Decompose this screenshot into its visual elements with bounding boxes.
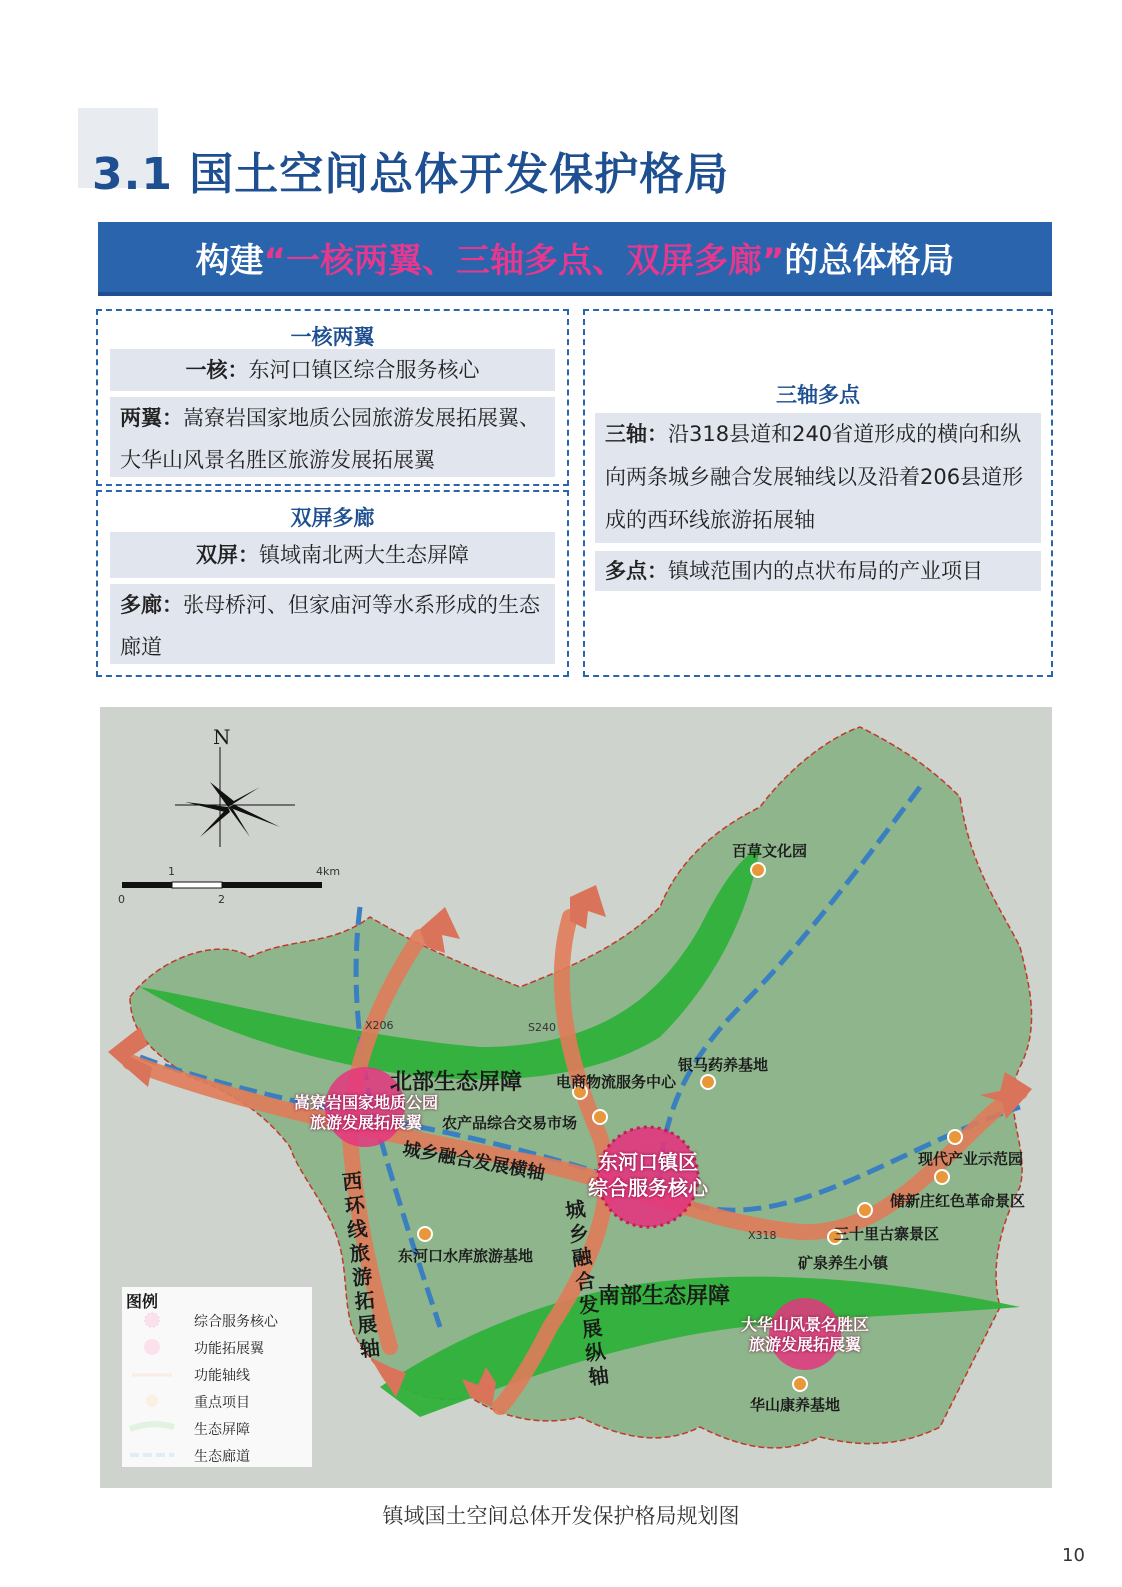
legend-item-axis: 功能轴线: [194, 1368, 250, 1384]
east-wing-label-line2: 旅游发展拓展翼: [748, 1335, 861, 1354]
axes-row-key: 三轴：: [605, 422, 668, 446]
legend-item-barrier: 生态屏障: [194, 1422, 250, 1438]
project-dot-6: [935, 1170, 949, 1184]
legend-item-core: 综合服务核心: [194, 1314, 278, 1330]
project-dot-5: [948, 1130, 962, 1144]
core-label: [588, 1149, 708, 1201]
west-axis-label: 西环线旅游拓展轴: [341, 1168, 381, 1362]
scale-bar: [122, 882, 322, 888]
vertical-axis-label: 城乡融合发展纵轴: [563, 1196, 611, 1390]
summary-banner: [98, 222, 1052, 296]
project-dot-10: [793, 1377, 807, 1391]
screens-row-key: 双屏：: [196, 543, 259, 567]
project-dot-2: [701, 1075, 715, 1089]
project-label-6: 储新庄红色革命景区: [890, 1192, 1026, 1210]
scale-tick-2: 2: [218, 893, 225, 906]
project-label-3: 电商物流服务中心: [556, 1073, 677, 1091]
north-arrow-compass: [175, 747, 295, 847]
project-dot-9: [418, 1227, 432, 1241]
corridors-row-text: 张母桥河、但家庙河等水系形成的生态廊道: [120, 593, 540, 659]
legend-item-wing: 功能拓展翼: [194, 1341, 264, 1357]
banner-prefix: 构建: [195, 240, 264, 281]
points-row-text: 镇域范围内的点状布局的产业项目: [668, 559, 983, 583]
screens-row: [110, 532, 555, 578]
project-dot-7: [858, 1203, 872, 1217]
axes-points-title: 三轴多点: [776, 383, 860, 407]
wings-row-key: 两翼：: [120, 406, 183, 430]
road-x206-label: X206: [365, 1019, 394, 1032]
core-row: [110, 349, 555, 391]
east-wing-label-line1: 大华山风景名胜区: [740, 1315, 869, 1334]
project-label-1: 百草文化园: [732, 842, 808, 860]
project-label-9: 东河口水库旅游基地: [398, 1247, 534, 1265]
south-barrier-label: 南部生态屏障: [598, 1284, 731, 1309]
project-label-4: 农产品综合交易市场: [442, 1114, 578, 1132]
legend-item-project: 重点项目: [194, 1395, 250, 1411]
arrow-north-west: [420, 907, 460, 953]
section-title-block: [78, 108, 1078, 198]
arrow-north: [570, 885, 606, 929]
project-label-7: 三十里古寨景区: [834, 1225, 940, 1243]
west-wing-label: [286, 1093, 446, 1133]
planning-map: [100, 707, 1052, 1488]
screens-corridors-title: 双屏多廊: [290, 506, 375, 530]
project-label-10: 华山康养基地: [750, 1396, 841, 1414]
road-x318-label: X318: [748, 1229, 777, 1242]
corridors-row-key: 多廊：: [120, 593, 183, 617]
legend-title: 图例: [126, 1292, 159, 1311]
wings-row-text: 嵩寮岩国家地质公园旅游发展拓展翼、大华山风景名胜区旅游发展拓展翼: [120, 406, 540, 472]
west-wing-label-line2: 旅游发展拓展翼: [309, 1113, 422, 1132]
project-dot-1: [751, 863, 765, 877]
core-wings-title: 一核两翼: [290, 325, 375, 349]
project-label-2: 银马药养基地: [678, 1056, 769, 1074]
core-wings-box: [96, 309, 569, 486]
scale-tick-4: 4km: [316, 865, 341, 878]
north-barrier-label: 北部生态屏障: [390, 1070, 523, 1095]
page-number: 10: [1062, 1545, 1085, 1566]
west-wing-label-line1: 嵩寮岩国家地质公园: [293, 1093, 438, 1112]
project-dot-4: [593, 1110, 607, 1124]
horizontal-axis-label: 城乡融合发展横轴: [401, 1138, 547, 1185]
screens-row-text: 镇域南北两大生态屏障: [259, 543, 469, 567]
points-row-key: 多点：: [605, 559, 668, 583]
axes-row: [595, 413, 1041, 543]
points-row: [595, 551, 1041, 591]
wings-row: [110, 397, 555, 477]
banner-suffix: 的总体格局: [784, 240, 955, 281]
scale-tick-0: 0: [118, 893, 125, 906]
banner-highlight: “一核两翼、三轴多点、双屏多廊”: [263, 240, 785, 281]
screens-corridors-box: [96, 490, 569, 677]
project-label-5: 现代产业示范园: [918, 1150, 1024, 1168]
map-caption: 镇域国土空间总体开发保护格局规划图: [382, 1504, 740, 1528]
corridors-row: [110, 584, 555, 664]
core-label-line1: 东河口镇区: [598, 1150, 698, 1174]
project-label-8: 矿泉养生小镇: [798, 1254, 889, 1272]
east-wing-label: [730, 1315, 880, 1355]
section-title: 3.1 国土空间总体开发保护格局: [92, 149, 730, 200]
north-label: N: [213, 725, 231, 749]
legend-item-corridor: 生态廊道: [194, 1449, 250, 1465]
axes-points-box: [583, 309, 1053, 677]
road-s240-label: S240: [528, 1021, 556, 1034]
axes-row-text: 沿318县道和240省道形成的横向和纵向两条城乡融合发展轴线以及沿着206县道形成的西环线旅游拓展轴: [605, 422, 1024, 532]
core-row-text: 东河口镇区综合服务核心: [248, 358, 480, 382]
core-label-line2: 综合服务核心: [588, 1176, 708, 1200]
scale-tick-1: 1: [168, 865, 175, 878]
core-row-key: 一核：: [185, 358, 249, 382]
